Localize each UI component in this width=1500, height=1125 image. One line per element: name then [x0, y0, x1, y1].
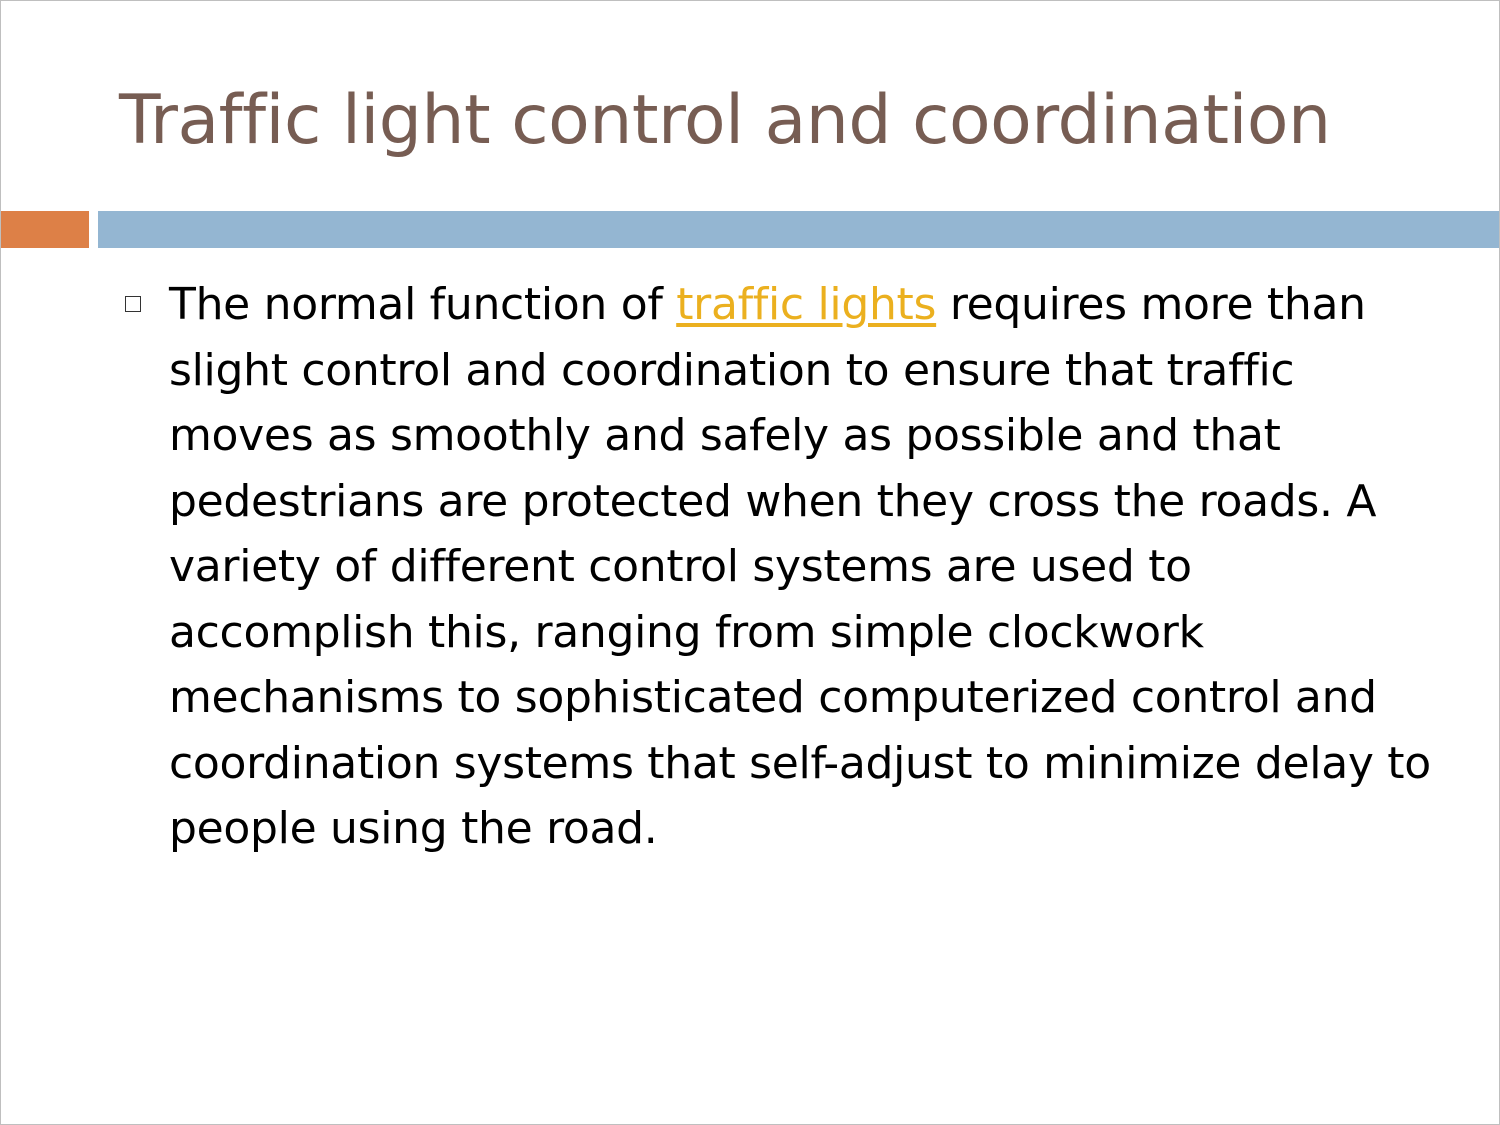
- accent-bar-blue: [98, 211, 1500, 248]
- bullet-text-before: The normal function of: [169, 279, 677, 330]
- hollow-square-bullet-icon: [125, 296, 141, 312]
- bullet-text-after: requires more than slight control and coordination to ensure that traffic moves as smoothly and safely as possible and that pedestrians are protected when they cross the roads. A variety of different control systems are used to accomplish this, ranging from simple clockwork mechanisms to sophisticated computerized control and coordination systems that self-adjust to minimize delay to people using the road.: [169, 279, 1431, 854]
- bullet-text: [169, 272, 1431, 862]
- accent-bar-orange: [1, 211, 89, 248]
- traffic-lights-link[interactable]: traffic lights: [676, 279, 937, 330]
- slide-title: Traffic light control and coordination: [119, 81, 1331, 160]
